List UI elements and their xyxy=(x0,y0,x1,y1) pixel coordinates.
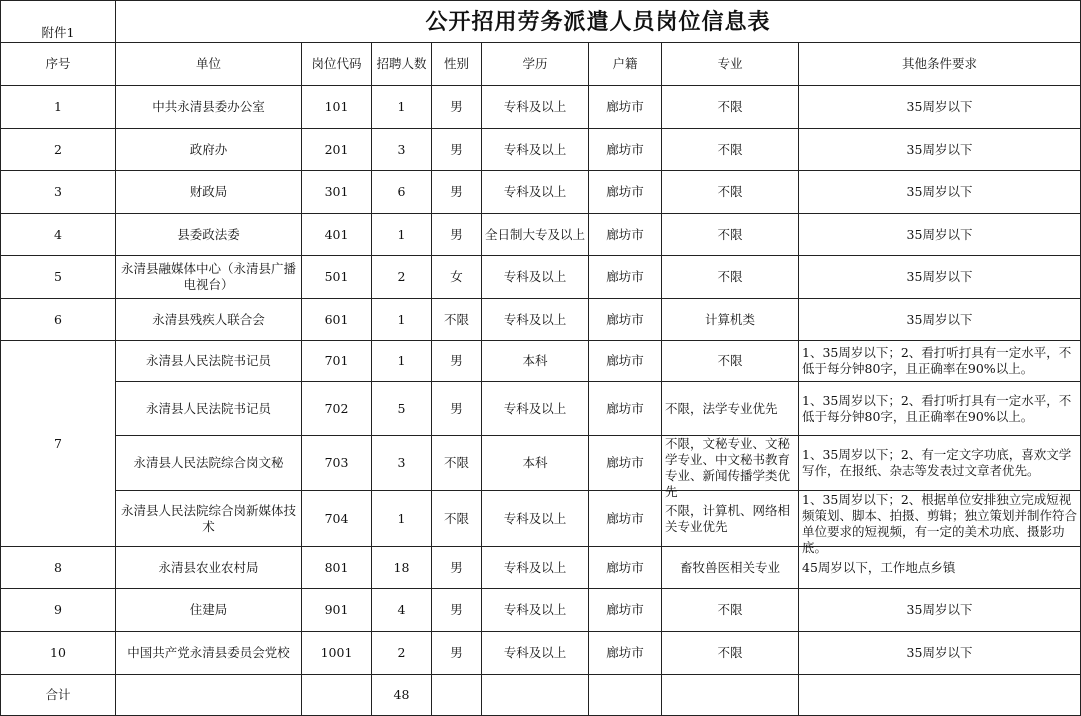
row-code xyxy=(302,214,372,256)
row-gender xyxy=(432,256,482,299)
row-unit xyxy=(116,129,302,171)
table-row xyxy=(1,214,1081,256)
header-major: 专业 xyxy=(662,43,799,86)
row-household xyxy=(589,382,662,436)
row-count-text: 5 xyxy=(397,400,406,416)
row-household-text: 廊坊市 xyxy=(606,559,644,575)
row-education-text: 专科及以上 xyxy=(503,269,567,284)
row-household xyxy=(589,299,662,341)
row-unit xyxy=(116,299,302,341)
row-household xyxy=(589,547,662,589)
row-other-requirements-text: 35周岁以下 xyxy=(906,269,973,284)
row-major-text: 不限，文秘专业、文秘学专业、中文秘书教育专业、新闻传播学类优先 xyxy=(665,436,791,499)
row-seq-text: 2 xyxy=(54,141,62,157)
table-title: 公开招用劳务派遣人员岗位信息表 xyxy=(116,1,1081,43)
row-education xyxy=(482,256,589,299)
row-seq xyxy=(1,256,116,299)
row-household-text: 廊坊市 xyxy=(606,226,644,242)
row-major-text: 计算机类 xyxy=(704,311,755,327)
row-household xyxy=(589,214,662,256)
row-education-text: 专科及以上 xyxy=(503,184,567,199)
row-unit xyxy=(116,171,302,214)
row-gender xyxy=(432,436,482,491)
row-count-text: 1 xyxy=(397,226,406,242)
row-other-requirements xyxy=(799,547,1081,589)
row-gender-text: 男 xyxy=(450,184,463,199)
row-education xyxy=(482,299,589,341)
row-unit-text: 中国共产党永清县委员会党校 xyxy=(127,645,290,660)
row-education-text: 专科及以上 xyxy=(503,99,567,114)
row-other-requirements-text: 35周岁以下 xyxy=(906,184,973,199)
table-row xyxy=(1,436,1081,491)
row-major xyxy=(662,86,799,129)
row-major-text: 不限 xyxy=(717,226,743,242)
row-household xyxy=(589,589,662,632)
row-code xyxy=(302,86,372,129)
row-household-text: 廊坊市 xyxy=(606,141,644,157)
row-seq xyxy=(1,299,116,341)
row-education xyxy=(482,589,589,632)
row-code xyxy=(302,632,372,675)
row-unit-text: 永清县残疾人联合会 xyxy=(152,311,265,327)
row-major xyxy=(662,341,799,382)
row-household-text: 廊坊市 xyxy=(606,602,644,617)
row-seq-text: 5 xyxy=(54,269,62,284)
row-other-requirements-text: 35周岁以下 xyxy=(906,141,973,157)
row-gender xyxy=(432,86,482,129)
row-gender xyxy=(432,547,482,589)
row-household-text: 廊坊市 xyxy=(606,645,644,660)
row-code xyxy=(302,171,372,214)
row-other-requirements-text: 1、35周岁以下；2、看打听打具有一定水平，不低于每分钟80字，且正确率在90%以上。 xyxy=(802,392,1072,424)
row-gender xyxy=(432,299,482,341)
row-code xyxy=(302,491,372,547)
row-gender-text: 不限 xyxy=(443,311,469,327)
row-other-requirements-text: 35周岁以下 xyxy=(906,99,973,114)
row-unit xyxy=(116,382,302,436)
row-other-requirements-text: 1、35周岁以下；2、根据单位安排独立完成短视频策划、脚本、拍摄、剪辑；独立策划并制作符合单位要求的短视频，有一定的美术功底、摄影功底。 xyxy=(802,491,1078,555)
row-count-text: 1 xyxy=(397,99,406,114)
row-code-text: 501 xyxy=(324,269,349,284)
row-count xyxy=(372,589,432,632)
row-household xyxy=(589,491,662,547)
row-major xyxy=(662,299,799,341)
row-count-text: 3 xyxy=(397,455,406,470)
row-unit-text: 永清县人民法院综合岗新媒体技术 xyxy=(120,502,296,534)
header-gender: 性别 xyxy=(432,43,482,86)
row-other-requirements-text: 35周岁以下 xyxy=(906,311,973,327)
row-count xyxy=(372,129,432,171)
row-gender xyxy=(432,632,482,675)
row-education-text: 专科及以上 xyxy=(503,400,567,416)
row-education-text: 专科及以上 xyxy=(503,311,567,327)
row-unit xyxy=(116,86,302,129)
row-unit xyxy=(116,256,302,299)
header-unit: 单位 xyxy=(116,43,302,86)
row-gender-text: 男 xyxy=(450,559,463,575)
row-education xyxy=(482,129,589,171)
row-other-requirements xyxy=(799,171,1081,214)
row-count-text: 1 xyxy=(397,311,406,327)
row-household xyxy=(589,341,662,382)
row-education xyxy=(482,382,589,436)
row-unit xyxy=(116,632,302,675)
row-major xyxy=(662,589,799,632)
header-seq: 序号 xyxy=(1,43,116,86)
row-other-requirements xyxy=(799,129,1081,171)
header-household: 户籍 xyxy=(589,43,662,86)
row-major-text: 不限 xyxy=(717,141,743,157)
row-education-text: 本科 xyxy=(522,353,548,368)
row-unit xyxy=(116,214,302,256)
row-other-requirements xyxy=(799,491,1081,555)
row-gender-text: 男 xyxy=(450,226,463,242)
row-other-requirements-text: 45周岁以下，工作地点乡镇 xyxy=(802,559,956,575)
row-count-text: 1 xyxy=(397,510,406,526)
row-count-text: 1 xyxy=(397,353,406,368)
total-count: 48 xyxy=(372,675,432,716)
row-other-requirements xyxy=(799,436,1081,491)
row-code-text: 801 xyxy=(324,559,349,575)
row-unit xyxy=(116,436,302,491)
row-code-text: 702 xyxy=(324,400,349,416)
row-count-text: 2 xyxy=(397,645,406,660)
row-code xyxy=(302,299,372,341)
row-seq-text: 8 xyxy=(54,559,62,575)
row-unit xyxy=(116,589,302,632)
row-other-requirements xyxy=(799,214,1081,256)
row-count xyxy=(372,547,432,589)
row-household xyxy=(589,171,662,214)
row-gender-text: 男 xyxy=(450,400,463,416)
annex-label: 附件1 xyxy=(1,1,116,43)
row-household-text: 廊坊市 xyxy=(606,269,644,284)
row-seq-text: 6 xyxy=(54,311,62,327)
row-code-text: 704 xyxy=(324,510,349,526)
table-row xyxy=(1,341,1081,382)
row-other-requirements-text: 1、35周岁以下；2、有一定文字功底，喜欢文学写作，在报纸、杂志等发表过文章者优先。 xyxy=(802,447,1072,478)
row-household-text: 廊坊市 xyxy=(606,353,644,368)
row-gender xyxy=(432,589,482,632)
row-code xyxy=(302,436,372,491)
table-row xyxy=(1,299,1081,341)
total-empty-cell xyxy=(662,675,799,716)
row-count xyxy=(372,436,432,491)
row-count xyxy=(372,382,432,436)
row-gender-text: 男 xyxy=(450,141,463,157)
row-code-text: 1001 xyxy=(320,645,353,660)
row-unit-text: 永清县人民法院书记员 xyxy=(145,400,271,416)
table-row xyxy=(1,171,1081,214)
row-education xyxy=(482,491,589,547)
row-seq-text: 9 xyxy=(54,602,62,617)
row-major-text: 不限 xyxy=(717,353,743,368)
row-unit-text: 永清县人民法院综合岗文秘 xyxy=(133,455,284,470)
row-other-requirements xyxy=(799,382,1081,436)
row-unit-text: 县委政法委 xyxy=(177,226,240,242)
row-major-text: 不限 xyxy=(717,99,743,114)
row-seq xyxy=(1,547,116,589)
row-count xyxy=(372,491,432,547)
row-unit-text: 永清县人民法院书记员 xyxy=(145,353,271,368)
row-household xyxy=(589,632,662,675)
table-row xyxy=(1,547,1081,589)
row-count xyxy=(372,632,432,675)
total-empty-cell xyxy=(432,675,482,716)
row-household-text: 廊坊市 xyxy=(606,510,644,526)
row-gender-text: 男 xyxy=(450,99,463,114)
row-education xyxy=(482,436,589,491)
row-code xyxy=(302,547,372,589)
table-row xyxy=(1,382,1081,436)
row-code-text: 301 xyxy=(324,184,349,199)
row-major-text: 不限 xyxy=(717,184,743,199)
row-seq xyxy=(1,589,116,632)
row-other-requirements-text: 35周岁以下 xyxy=(906,602,973,617)
row-unit-text: 中共永清县委办公室 xyxy=(152,99,265,114)
row-major xyxy=(662,632,799,675)
row-gender xyxy=(432,214,482,256)
row-major-text: 不限 xyxy=(717,269,743,284)
row-major xyxy=(662,436,799,499)
row-code xyxy=(302,589,372,632)
row-code-text: 703 xyxy=(324,455,349,470)
row-education-text: 专科及以上 xyxy=(503,559,567,575)
row-unit-text: 永清县农业农村局 xyxy=(158,559,259,575)
row-other-requirements-text: 35周岁以下 xyxy=(906,226,973,242)
row-major xyxy=(662,382,799,436)
row-household-text: 廊坊市 xyxy=(606,400,644,416)
row-seq-text: 4 xyxy=(54,226,62,242)
total-label: 合计 xyxy=(1,675,116,716)
row-other-requirements xyxy=(799,86,1081,129)
header-row xyxy=(1,43,1081,86)
row-household-text: 廊坊市 xyxy=(606,455,644,470)
table-row xyxy=(1,256,1081,299)
row-education-text: 专科及以上 xyxy=(503,141,567,157)
row-unit xyxy=(116,341,302,382)
row-code xyxy=(302,129,372,171)
row-seq xyxy=(1,171,116,214)
row-unit-text: 财政局 xyxy=(189,184,228,199)
row-major-text: 不限，计算机、网络相关专业优先 xyxy=(665,502,791,534)
row-count xyxy=(372,171,432,214)
table-row xyxy=(1,129,1081,171)
row-count-text: 2 xyxy=(397,269,406,284)
row-seq xyxy=(1,129,116,171)
row-count xyxy=(372,256,432,299)
row-gender xyxy=(432,341,482,382)
row-major xyxy=(662,129,799,171)
header-count: 招聘人数 xyxy=(372,43,432,86)
row-major xyxy=(662,547,799,589)
row-major-text: 畜牧兽医相关专业 xyxy=(679,559,780,575)
table-row xyxy=(1,589,1081,632)
row-code-text: 901 xyxy=(324,602,349,617)
row-code-text: 701 xyxy=(324,353,349,368)
row-code xyxy=(302,256,372,299)
total-empty-cell xyxy=(482,675,589,716)
total-empty-cell xyxy=(589,675,662,716)
row-major xyxy=(662,491,799,547)
total-empty-cell xyxy=(116,675,302,716)
row-household-text: 廊坊市 xyxy=(606,184,644,199)
row-count-text: 6 xyxy=(397,184,406,199)
row-education-text: 专科及以上 xyxy=(503,602,567,617)
row-code-text: 201 xyxy=(324,141,349,157)
row-gender-text: 男 xyxy=(450,645,463,660)
row-other-requirements xyxy=(799,341,1081,382)
header-education: 学历 xyxy=(482,43,589,86)
header-code: 岗位代码 xyxy=(302,43,372,86)
row-major xyxy=(662,214,799,256)
row-household xyxy=(589,129,662,171)
row-major xyxy=(662,256,799,299)
row-household-text: 廊坊市 xyxy=(606,99,644,114)
row-other-requirements xyxy=(799,256,1081,299)
row-household-text: 廊坊市 xyxy=(606,311,644,327)
row-other-requirements xyxy=(799,299,1081,341)
row-gender xyxy=(432,491,482,547)
row-household xyxy=(589,86,662,129)
header-other-requirements: 其他条件要求 xyxy=(799,43,1081,86)
row-gender-text: 女 xyxy=(450,269,463,284)
row-major-text: 不限，法学专业优先 xyxy=(665,400,778,416)
row-education xyxy=(482,171,589,214)
row-unit xyxy=(116,547,302,589)
row-education xyxy=(482,86,589,129)
row-count-text: 4 xyxy=(397,602,406,617)
row-code xyxy=(302,341,372,382)
row-unit-text: 永清县融媒体中心（永清县广播电视台） xyxy=(120,261,296,292)
row-other-requirements xyxy=(799,632,1081,675)
row-code-text: 601 xyxy=(324,311,349,327)
table-row xyxy=(1,86,1081,129)
row-major xyxy=(662,171,799,214)
row-gender xyxy=(432,382,482,436)
row-count xyxy=(372,341,432,382)
row-education-text: 本科 xyxy=(522,455,548,470)
row-unit xyxy=(116,491,302,547)
row-count xyxy=(372,299,432,341)
row-education-text: 专科及以上 xyxy=(503,510,567,526)
row-seq-text: 3 xyxy=(54,184,62,199)
row-code-text: 101 xyxy=(324,99,349,114)
row-seq xyxy=(1,214,116,256)
row-gender xyxy=(432,171,482,214)
row-gender-text: 男 xyxy=(450,353,463,368)
row-gender-text: 不限 xyxy=(443,510,469,526)
total-empty-cell xyxy=(302,675,372,716)
row-seq xyxy=(1,86,116,129)
row-unit-text: 住建局 xyxy=(189,602,228,617)
row-seq-text: 1 xyxy=(54,99,62,114)
row-education xyxy=(482,341,589,382)
row-household xyxy=(589,436,662,491)
row-major-text: 不限 xyxy=(717,602,743,617)
row-code-text: 401 xyxy=(324,226,349,242)
row-count-text: 18 xyxy=(393,559,410,575)
row-other-requirements-text: 1、35周岁以下；2、看打听打具有一定水平，不低于每分钟80字，且正确率在90%以上。 xyxy=(802,345,1072,376)
row-other-requirements-text: 35周岁以下 xyxy=(906,645,973,660)
row-count xyxy=(372,214,432,256)
row-household xyxy=(589,256,662,299)
row-unit-text: 政府办 xyxy=(189,141,228,157)
row-count xyxy=(372,86,432,129)
row-code xyxy=(302,382,372,436)
row-education xyxy=(482,214,589,256)
row-seq xyxy=(1,632,116,675)
row-education xyxy=(482,632,589,675)
table-row xyxy=(1,632,1081,675)
row-education-text: 全日制大专及以上 xyxy=(484,226,585,242)
table-row xyxy=(1,491,1081,547)
row-education-text: 专科及以上 xyxy=(503,645,567,660)
row-major-text: 不限 xyxy=(717,645,743,660)
row-count-text: 3 xyxy=(397,141,406,157)
row-seq-text: 10 xyxy=(50,645,66,660)
row-seq: 7 xyxy=(1,341,116,547)
row-gender-text: 男 xyxy=(450,602,463,617)
row-other-requirements xyxy=(799,589,1081,632)
row-gender xyxy=(432,129,482,171)
total-row xyxy=(1,675,1081,716)
total-empty-cell xyxy=(799,675,1081,716)
row-gender-text: 不限 xyxy=(443,455,469,470)
row-education xyxy=(482,547,589,589)
